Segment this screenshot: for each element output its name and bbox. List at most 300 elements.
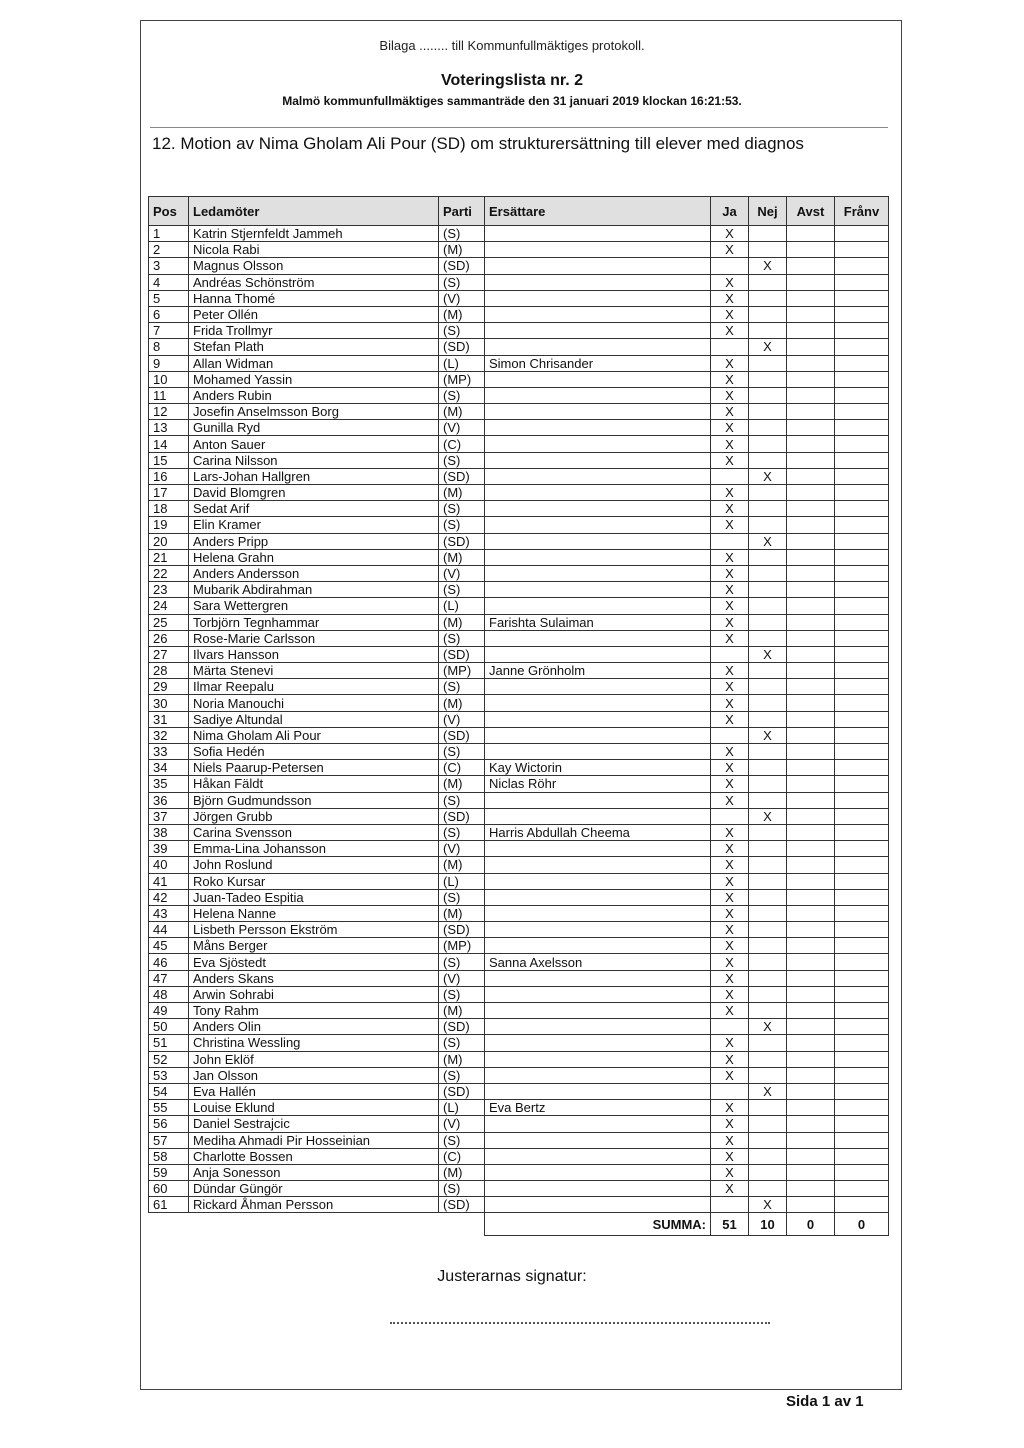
cell-avst xyxy=(787,1148,835,1164)
table-row xyxy=(149,565,889,581)
cell-substitute: Farishta Sulaiman xyxy=(485,614,711,630)
cell-franv xyxy=(835,517,889,533)
cell-nej xyxy=(749,1164,787,1180)
cell-avst xyxy=(787,922,835,938)
cell-party: (S) xyxy=(439,387,485,403)
table-row xyxy=(149,889,889,905)
cell-nej xyxy=(749,873,787,889)
cell-pos: 57 xyxy=(149,1132,189,1148)
cell-name: Anders Rubin xyxy=(189,387,439,403)
cell-franv xyxy=(835,954,889,970)
cell-party: (C) xyxy=(439,1148,485,1164)
cell-avst xyxy=(787,679,835,695)
cell-ja: X xyxy=(711,922,749,938)
cell-pos: 5 xyxy=(149,290,189,306)
cell-name: David Blomgren xyxy=(189,485,439,501)
cell-franv xyxy=(835,436,889,452)
table-row xyxy=(149,226,889,242)
cell-ja: X xyxy=(711,274,749,290)
cell-avst xyxy=(787,582,835,598)
cell-name: Eva Hallén xyxy=(189,1083,439,1099)
cell-substitute xyxy=(485,1035,711,1051)
cell-avst xyxy=(787,1100,835,1116)
cell-avst xyxy=(787,986,835,1002)
cell-ja: X xyxy=(711,501,749,517)
cell-substitute xyxy=(485,727,711,743)
cell-pos: 14 xyxy=(149,436,189,452)
cell-pos: 8 xyxy=(149,339,189,355)
cell-ja: X xyxy=(711,857,749,873)
cell-avst xyxy=(787,226,835,242)
cell-party: (SD) xyxy=(439,1197,485,1213)
cell-ja: X xyxy=(711,420,749,436)
cell-substitute xyxy=(485,485,711,501)
cell-pos: 40 xyxy=(149,857,189,873)
cell-pos: 55 xyxy=(149,1100,189,1116)
cell-party: (V) xyxy=(439,841,485,857)
cell-nej: X xyxy=(749,646,787,662)
cell-ja: X xyxy=(711,549,749,565)
table-row xyxy=(149,582,889,598)
cell-ja: X xyxy=(711,436,749,452)
table-row xyxy=(149,808,889,824)
cell-nej xyxy=(749,323,787,339)
table-row xyxy=(149,630,889,646)
cell-pos: 51 xyxy=(149,1035,189,1051)
cell-ja: X xyxy=(711,841,749,857)
cell-avst xyxy=(787,452,835,468)
cell-nej: X xyxy=(749,1019,787,1035)
col-header-pos: Pos xyxy=(149,197,189,226)
cell-avst xyxy=(787,646,835,662)
cell-party: (MP) xyxy=(439,371,485,387)
cell-pos: 27 xyxy=(149,646,189,662)
cell-pos: 10 xyxy=(149,371,189,387)
table-row xyxy=(149,614,889,630)
table-row xyxy=(149,1197,889,1213)
summa-row xyxy=(149,1213,889,1236)
cell-ja: X xyxy=(711,1181,749,1197)
table-row xyxy=(149,387,889,403)
table-row xyxy=(149,1035,889,1051)
cell-party: (MP) xyxy=(439,938,485,954)
cell-nej xyxy=(749,549,787,565)
cell-party: (S) xyxy=(439,1132,485,1148)
cell-name: Helena Nanne xyxy=(189,905,439,921)
cell-ja xyxy=(711,339,749,355)
cell-nej xyxy=(749,922,787,938)
cell-party: (SD) xyxy=(439,339,485,355)
cell-nej xyxy=(749,404,787,420)
cell-party: (S) xyxy=(439,1067,485,1083)
cell-franv xyxy=(835,323,889,339)
cell-party: (M) xyxy=(439,776,485,792)
cell-party: (V) xyxy=(439,970,485,986)
bilaga-line: Bilaga ........ till Kommunfullmäktiges protokoll. xyxy=(379,38,645,53)
cell-name: Ilmar Reepalu xyxy=(189,679,439,695)
cell-name: Arwin Sohrabi xyxy=(189,986,439,1002)
cell-pos: 59 xyxy=(149,1164,189,1180)
cell-nej: X xyxy=(749,808,787,824)
cell-party: (S) xyxy=(439,517,485,533)
cell-name: John Eklöf xyxy=(189,1051,439,1067)
cell-ja: X xyxy=(711,226,749,242)
cell-party: (S) xyxy=(439,679,485,695)
cell-nej: X xyxy=(749,339,787,355)
cell-ja: X xyxy=(711,744,749,760)
cell-substitute xyxy=(485,792,711,808)
cell-party: (M) xyxy=(439,1051,485,1067)
cell-pos: 4 xyxy=(149,274,189,290)
cell-avst xyxy=(787,776,835,792)
table-row xyxy=(149,986,889,1002)
cell-ja: X xyxy=(711,404,749,420)
cell-avst xyxy=(787,258,835,274)
table-row xyxy=(149,242,889,258)
cell-nej xyxy=(749,663,787,679)
cell-nej xyxy=(749,355,787,371)
cell-avst xyxy=(787,970,835,986)
cell-franv xyxy=(835,420,889,436)
cell-name: Anton Sauer xyxy=(189,436,439,452)
cell-substitute xyxy=(485,226,711,242)
document-subtitle: Malmö kommunfullmäktiges sammanträde den 31 januari 2019 klockan 16:21:53. xyxy=(282,94,742,108)
cell-pos: 22 xyxy=(149,565,189,581)
cell-franv xyxy=(835,355,889,371)
cell-franv xyxy=(835,922,889,938)
col-header-ersattare: Ersättare xyxy=(485,197,711,226)
cell-ja: X xyxy=(711,1132,749,1148)
cell-nej: X xyxy=(749,258,787,274)
summa-nej: 10 xyxy=(749,1213,787,1236)
cell-party: (SD) xyxy=(439,258,485,274)
cell-pos: 49 xyxy=(149,1003,189,1019)
cell-substitute xyxy=(485,436,711,452)
cell-nej xyxy=(749,1116,787,1132)
table-row xyxy=(149,1083,889,1099)
cell-nej xyxy=(749,226,787,242)
cell-ja: X xyxy=(711,792,749,808)
cell-ja xyxy=(711,1019,749,1035)
cell-ja xyxy=(711,808,749,824)
cell-avst xyxy=(787,565,835,581)
cell-franv xyxy=(835,1051,889,1067)
cell-nej xyxy=(749,1067,787,1083)
cell-ja: X xyxy=(711,1100,749,1116)
cell-avst xyxy=(787,549,835,565)
cell-name: Jörgen Grubb xyxy=(189,808,439,824)
cell-ja xyxy=(711,1197,749,1213)
cell-party: (SD) xyxy=(439,468,485,484)
cell-avst xyxy=(787,242,835,258)
cell-pos: 61 xyxy=(149,1197,189,1213)
cell-nej: X xyxy=(749,468,787,484)
cell-franv xyxy=(835,1197,889,1213)
cell-substitute xyxy=(485,857,711,873)
cell-substitute xyxy=(485,306,711,322)
table-row xyxy=(149,533,889,549)
cell-avst xyxy=(787,841,835,857)
cell-avst xyxy=(787,306,835,322)
cell-nej xyxy=(749,485,787,501)
cell-substitute xyxy=(485,452,711,468)
cell-franv xyxy=(835,485,889,501)
cell-pos: 33 xyxy=(149,744,189,760)
table-row xyxy=(149,792,889,808)
cell-nej xyxy=(749,436,787,452)
cell-ja: X xyxy=(711,387,749,403)
table-row xyxy=(149,841,889,857)
cell-avst xyxy=(787,1132,835,1148)
table-row xyxy=(149,323,889,339)
cell-pos: 12 xyxy=(149,404,189,420)
cell-franv xyxy=(835,727,889,743)
cell-franv xyxy=(835,1019,889,1035)
cell-avst xyxy=(787,695,835,711)
cell-name: Torbjörn Tegnhammar xyxy=(189,614,439,630)
cell-name: Carina Svensson xyxy=(189,824,439,840)
table-row xyxy=(149,905,889,921)
cell-ja: X xyxy=(711,663,749,679)
cell-nej xyxy=(749,1181,787,1197)
cell-name: Christina Wessling xyxy=(189,1035,439,1051)
cell-substitute xyxy=(485,387,711,403)
cell-name: Anders Andersson xyxy=(189,565,439,581)
cell-franv xyxy=(835,226,889,242)
cell-party: (S) xyxy=(439,582,485,598)
cell-franv xyxy=(835,371,889,387)
cell-pos: 46 xyxy=(149,954,189,970)
vote-table xyxy=(148,196,889,1236)
cell-ja: X xyxy=(711,938,749,954)
col-header-franv: Frånv xyxy=(835,197,889,226)
cell-ja: X xyxy=(711,679,749,695)
cell-name: Magnus Olsson xyxy=(189,258,439,274)
cell-name: Stefan Plath xyxy=(189,339,439,355)
cell-party: (S) xyxy=(439,323,485,339)
cell-nej xyxy=(749,986,787,1002)
cell-nej: X xyxy=(749,727,787,743)
cell-party: (M) xyxy=(439,857,485,873)
cell-pos: 19 xyxy=(149,517,189,533)
table-row xyxy=(149,1181,889,1197)
cell-party: (S) xyxy=(439,226,485,242)
cell-franv xyxy=(835,1035,889,1051)
cell-name: Anders Olin xyxy=(189,1019,439,1035)
cell-party: (S) xyxy=(439,274,485,290)
cell-pos: 50 xyxy=(149,1019,189,1035)
cell-party: (V) xyxy=(439,711,485,727)
cell-franv xyxy=(835,1164,889,1180)
cell-substitute xyxy=(485,986,711,1002)
cell-avst xyxy=(787,1035,835,1051)
cell-avst xyxy=(787,792,835,808)
cell-ja xyxy=(711,258,749,274)
col-header-parti: Parti xyxy=(439,197,485,226)
cell-nej xyxy=(749,452,787,468)
cell-substitute xyxy=(485,323,711,339)
cell-nej xyxy=(749,841,787,857)
table-row xyxy=(149,258,889,274)
cell-avst xyxy=(787,274,835,290)
cell-avst xyxy=(787,371,835,387)
table-row xyxy=(149,420,889,436)
cell-party: (V) xyxy=(439,1116,485,1132)
cell-substitute xyxy=(485,420,711,436)
cell-ja: X xyxy=(711,824,749,840)
cell-nej: X xyxy=(749,1197,787,1213)
summa-franv: 0 xyxy=(835,1213,889,1236)
cell-party: (SD) xyxy=(439,1019,485,1035)
table-row xyxy=(149,873,889,889)
table-row xyxy=(149,1116,889,1132)
motion-heading: 12. Motion av Nima Gholam Ali Pour (SD) om strukturersättning till elever med diagnos xyxy=(152,134,804,153)
cell-avst xyxy=(787,808,835,824)
cell-name: Roko Kursar xyxy=(189,873,439,889)
cell-substitute: Janne Grönholm xyxy=(485,663,711,679)
vote-table-body xyxy=(149,226,889,1213)
cell-pos: 20 xyxy=(149,533,189,549)
table-row xyxy=(149,679,889,695)
cell-pos: 48 xyxy=(149,986,189,1002)
cell-nej xyxy=(749,970,787,986)
cell-pos: 38 xyxy=(149,824,189,840)
table-row xyxy=(149,922,889,938)
cell-substitute xyxy=(485,889,711,905)
cell-avst xyxy=(787,614,835,630)
cell-nej xyxy=(749,1003,787,1019)
cell-name: Niels Paarup-Petersen xyxy=(189,760,439,776)
cell-pos: 21 xyxy=(149,549,189,565)
cell-nej xyxy=(749,517,787,533)
cell-pos: 60 xyxy=(149,1181,189,1197)
cell-avst xyxy=(787,824,835,840)
cell-party: (S) xyxy=(439,889,485,905)
cell-name: Carina Nilsson xyxy=(189,452,439,468)
cell-pos: 42 xyxy=(149,889,189,905)
cell-pos: 7 xyxy=(149,323,189,339)
cell-franv xyxy=(835,533,889,549)
cell-avst xyxy=(787,663,835,679)
table-row xyxy=(149,1100,889,1116)
cell-avst xyxy=(787,760,835,776)
cell-franv xyxy=(835,873,889,889)
cell-name: Björn Gudmundsson xyxy=(189,792,439,808)
cell-name: Lisbeth Persson Ekström xyxy=(189,922,439,938)
cell-ja: X xyxy=(711,1051,749,1067)
cell-ja: X xyxy=(711,1067,749,1083)
cell-name: Mohamed Yassin xyxy=(189,371,439,387)
cell-pos: 41 xyxy=(149,873,189,889)
cell-avst xyxy=(787,889,835,905)
cell-franv xyxy=(835,549,889,565)
cell-nej xyxy=(749,598,787,614)
cell-franv xyxy=(835,1003,889,1019)
cell-ja: X xyxy=(711,306,749,322)
cell-substitute xyxy=(485,549,711,565)
cell-substitute xyxy=(485,501,711,517)
cell-avst xyxy=(787,1197,835,1213)
cell-ja: X xyxy=(711,970,749,986)
cell-nej xyxy=(749,630,787,646)
table-row xyxy=(149,339,889,355)
cell-pos: 53 xyxy=(149,1067,189,1083)
cell-party: (L) xyxy=(439,598,485,614)
cell-substitute xyxy=(485,339,711,355)
cell-nej xyxy=(749,565,787,581)
cell-avst xyxy=(787,1003,835,1019)
cell-substitute xyxy=(485,679,711,695)
cell-name: Håkan Fäldt xyxy=(189,776,439,792)
cell-pos: 37 xyxy=(149,808,189,824)
cell-ja: X xyxy=(711,889,749,905)
cell-party: (SD) xyxy=(439,1083,485,1099)
table-row xyxy=(149,517,889,533)
cell-franv xyxy=(835,468,889,484)
cell-nej xyxy=(749,1148,787,1164)
cell-ja: X xyxy=(711,695,749,711)
cell-nej xyxy=(749,760,787,776)
cell-substitute xyxy=(485,404,711,420)
table-row xyxy=(149,970,889,986)
cell-nej xyxy=(749,857,787,873)
table-row xyxy=(149,371,889,387)
cell-party: (S) xyxy=(439,501,485,517)
cell-franv xyxy=(835,404,889,420)
cell-nej xyxy=(749,274,787,290)
cell-name: John Roslund xyxy=(189,857,439,873)
cell-substitute xyxy=(485,274,711,290)
table-row xyxy=(149,306,889,322)
cell-ja: X xyxy=(711,986,749,1002)
cell-pos: 24 xyxy=(149,598,189,614)
cell-avst xyxy=(787,339,835,355)
cell-franv xyxy=(835,938,889,954)
cell-pos: 13 xyxy=(149,420,189,436)
table-row xyxy=(149,1132,889,1148)
cell-franv xyxy=(835,776,889,792)
cell-franv xyxy=(835,711,889,727)
col-header-ledamoter: Ledamöter xyxy=(189,197,439,226)
cell-nej: X xyxy=(749,1083,787,1099)
cell-franv xyxy=(835,841,889,857)
cell-nej xyxy=(749,744,787,760)
cell-party: (S) xyxy=(439,986,485,1002)
cell-party: (S) xyxy=(439,824,485,840)
cell-pos: 39 xyxy=(149,841,189,857)
cell-name: Måns Berger xyxy=(189,938,439,954)
cell-ja: X xyxy=(711,760,749,776)
cell-pos: 9 xyxy=(149,355,189,371)
table-row xyxy=(149,727,889,743)
cell-franv xyxy=(835,760,889,776)
cell-name: Andréas Schönström xyxy=(189,274,439,290)
table-row xyxy=(149,1148,889,1164)
cell-franv xyxy=(835,824,889,840)
cell-party: (S) xyxy=(439,452,485,468)
cell-ja: X xyxy=(711,1148,749,1164)
table-row xyxy=(149,1051,889,1067)
cell-ja: X xyxy=(711,598,749,614)
cell-party: (M) xyxy=(439,1003,485,1019)
table-row xyxy=(149,1019,889,1035)
cell-ja: X xyxy=(711,954,749,970)
cell-substitute xyxy=(485,1019,711,1035)
cell-ja: X xyxy=(711,905,749,921)
cell-avst xyxy=(787,857,835,873)
table-row xyxy=(149,695,889,711)
cell-name: Daniel Sestrajcic xyxy=(189,1116,439,1132)
